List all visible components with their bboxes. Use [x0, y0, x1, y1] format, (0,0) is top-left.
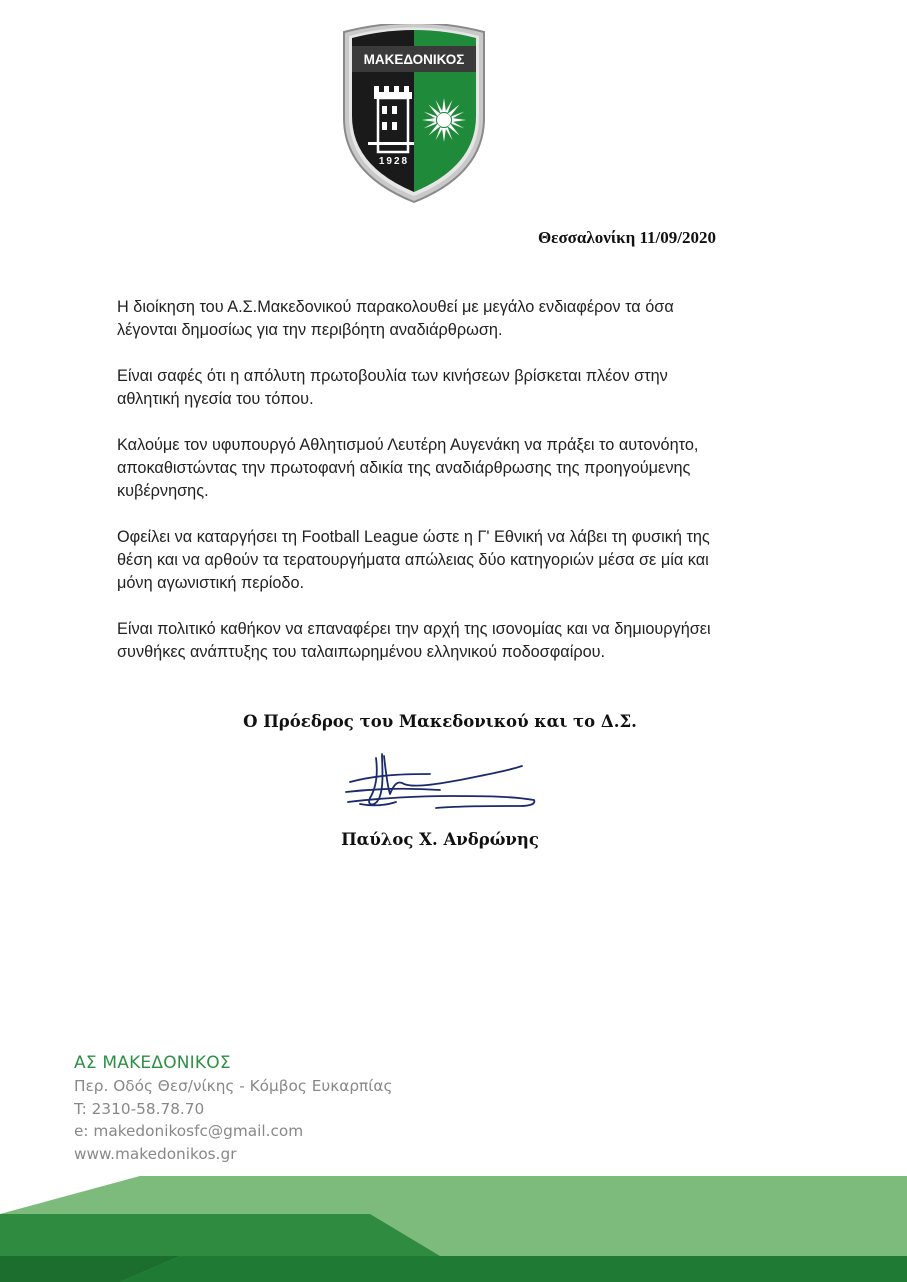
- letter-body: [117, 296, 797, 687]
- crest-year-text: 1928: [378, 156, 410, 167]
- footer-phone: T: 2310-58.78.70: [74, 1099, 205, 1118]
- letter-date: Θεσσαλονίκη 11/09/2020: [537, 228, 716, 247]
- footer-email: e: makedonikosfc@gmail.com: [74, 1122, 304, 1140]
- paragraph: Οφείλει να καταργήσει τη Football League ώστε η Γ' Εθνική να λάβει τη φυσική της θέση και να αρθούν τα τερατουργήματα απώλειας δύο κατηγοριών μέσα σε μία και μόνη αγωνιστική περίοδο.: [117, 528, 710, 592]
- paragraph: Είναι πολιτικό καθήκον να επαναφέρει την αρχή της ισονομίας και να δημιουργήσει συνθήκες ανάπτυξης του ταλαιπωρημένου ελληνικού ποδοσφαίρου.: [117, 620, 711, 661]
- letterhead-footer: [74, 1052, 392, 1165]
- signatory-name: Παύλος Χ. Ανδρώνης: [341, 830, 539, 849]
- footer-website: www.makedonikos.gr: [74, 1144, 237, 1163]
- footer-org-name: ΑΣ ΜΑΚΕΔΟΝΙΚΟΣ: [74, 1053, 231, 1073]
- club-crest-logo: [338, 24, 490, 204]
- paragraph: Είναι σαφές ότι η απόλυτη πρωτοβουλία των κινήσεων βρίσκεται πλέον στην αθλητική ηγεσία του τόπου.: [117, 367, 668, 408]
- paragraph: Καλούμε τον υφυπουργό Αθλητισμού Λευτέρη Αυγενάκη να πράξει το αυτονόητο, αποκαθιστώντας την πρωτοφανή αδικία της αναδιάρθρωσης της προηγούμενης κυβέρνησης.: [117, 436, 699, 500]
- handwritten-signature: [340, 744, 540, 820]
- crest-name-text: ΜΑΚΕΔΟΝΙΚΟΣ: [363, 52, 465, 67]
- paragraph: Η διοίκηση του Α.Σ.Μακεδονικού παρακολουθεί με μεγάλο ενδιαφέρον τα όσα λέγονται δημοσίως για την περιβόητη αναδιάρθρωση.: [117, 298, 674, 339]
- signature-title: Ο Πρόεδρος του Μακεδονικού και το Δ.Σ.: [243, 712, 637, 731]
- footer-address: Περ. Οδός Θεσ/νίκης - Κόμβος Ευκαρπίας: [74, 1077, 393, 1095]
